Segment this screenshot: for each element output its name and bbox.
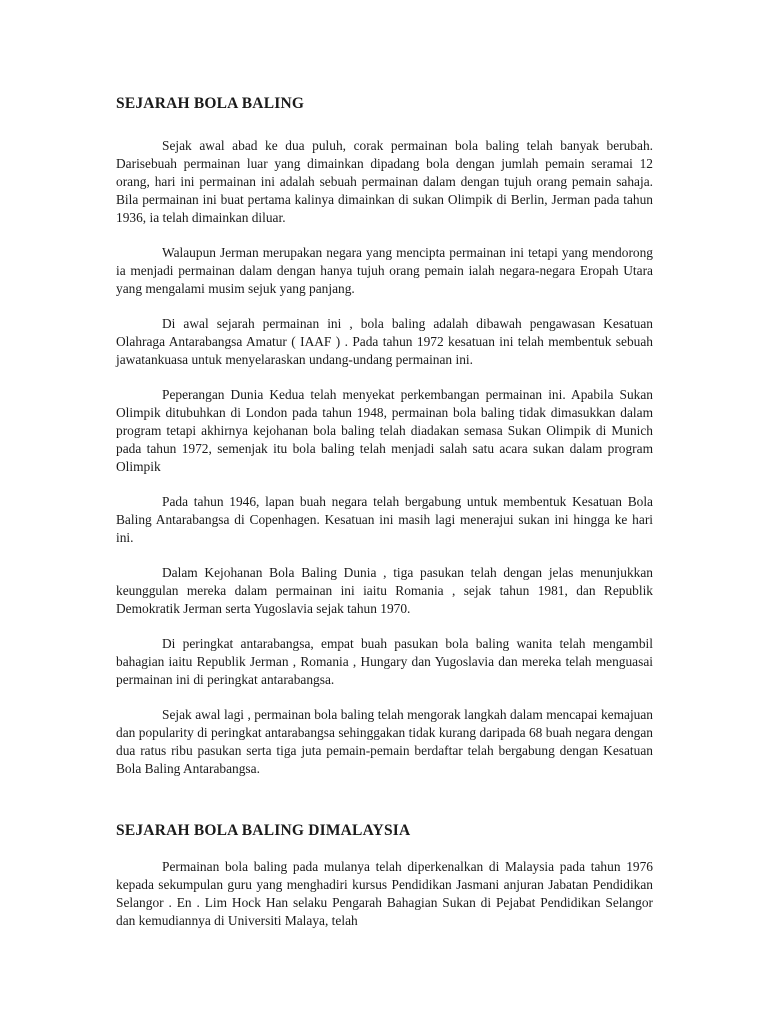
paragraph-3: Di awal sejarah permainan ini , bola baling adalah dibawah pengawasan Kesatuan Olahraga Antarabangsa Amatur ( IAAF ) . Pada tahun 1972 kesatuan ini telah membentuk sebuah jawatankuasa untuk menyelaraskan undang-undang permainan ini. [116,316,653,367]
heading-sejarah-bola-baling-dimalaysia: SEJARAH BOLA BALING DIMALAYSIA [116,822,411,839]
paragraph-5: Pada tahun 1946, lapan buah negara telah bergabung untuk membentuk Kesatuan Bola Baling Antarabangsa di Copenhagen. Kesatuan ini masih lagi menerajui sukan ini hingga ke hari ini. [116,494,653,545]
paragraph-8: Sejak awal lagi , permainan bola baling telah mengorak langkah dalam mencapai kemajuan dan popularity di peringkat antarabangsa sehinggakan tidak kurang daripada 68 buah negara dengan dua ratus ribu pasukan serta tiga juta pemain-pemain berdaftar telah bergabung dengan Kesatuan Bola Baling Antarabangsa. [116,707,653,776]
paragraph-7: Di peringkat antarabangsa, empat buah pasukan bola baling wanita telah mengambil bahagian iaitu Republik Jerman , Romania , Hungary dan Yugoslavia dan mereka telah menguasai permainan ini di peringkat antarabangsa. [116,636,653,687]
paragraph-1: Sejak awal abad ke dua puluh, corak permainan bola baling telah banyak berubah. Darisebuah permainan luar yang dimainkan dipadang bola dengan jumlah pemain seramai 12 orang, hari ini permainan ini adalah sebuah permainan dalam dengan tujuh orang pemain sahaja. Bila permainan ini buat pertama kalinya dimainkan di sukan Olimpik di Berlin, Jerman pada tahun 1936, ia telah dimainkan diluar. [116,138,653,225]
paragraph-2: Walaupun Jerman merupakan negara yang mencipta permainan ini tetapi yang mendorong ia menjadi permainan dalam dengan hanya tujuh orang pemain ialah negara-negara Eropah Utara yang mengalami musim sejuk yang panjang. [116,245,653,296]
document-page [116,88,653,930]
paragraph-9: Permainan bola baling pada mulanya telah diperkenalkan di Malaysia pada tahun 1976 kepada sekumpulan guru yang menghadiri kursus Pendidikan Jasmani anjuran Jabatan Pendidikan Selangor . En . Lim Hock Han selaku Pengarah Bahagian Sukan di Pejabat Pendidikan Selangor dan kemudiannya di Universiti Malaya, telah [116,859,653,928]
paragraph-4: Peperangan Dunia Kedua telah menyekat perkembangan permainan ini. Apabila Sukan Olimpik ditubuhkan di London pada tahun 1948, permainan bola baling tidak dimasukkan dalam program tetapi akhirnya kejohanan bola baling telah diadakan semasa Sukan Olimpik di Munich pada tahun 1972, semenjak itu bola baling telah menjadi salah satu acara sukan dalam program Olimpik [116,387,653,474]
heading-sejarah-bola-baling: SEJARAH BOLA BALING [116,95,305,112]
paragraph-6: Dalam Kejohanan Bola Baling Dunia , tiga pasukan telah dengan jelas menunjukkan keunggulan mereka dalam permainan ini iaitu Romania , sejak tahun 1981, dan Republik Demokratik Jerman serta Yugoslavia sejak tahun 1970. [116,565,653,616]
